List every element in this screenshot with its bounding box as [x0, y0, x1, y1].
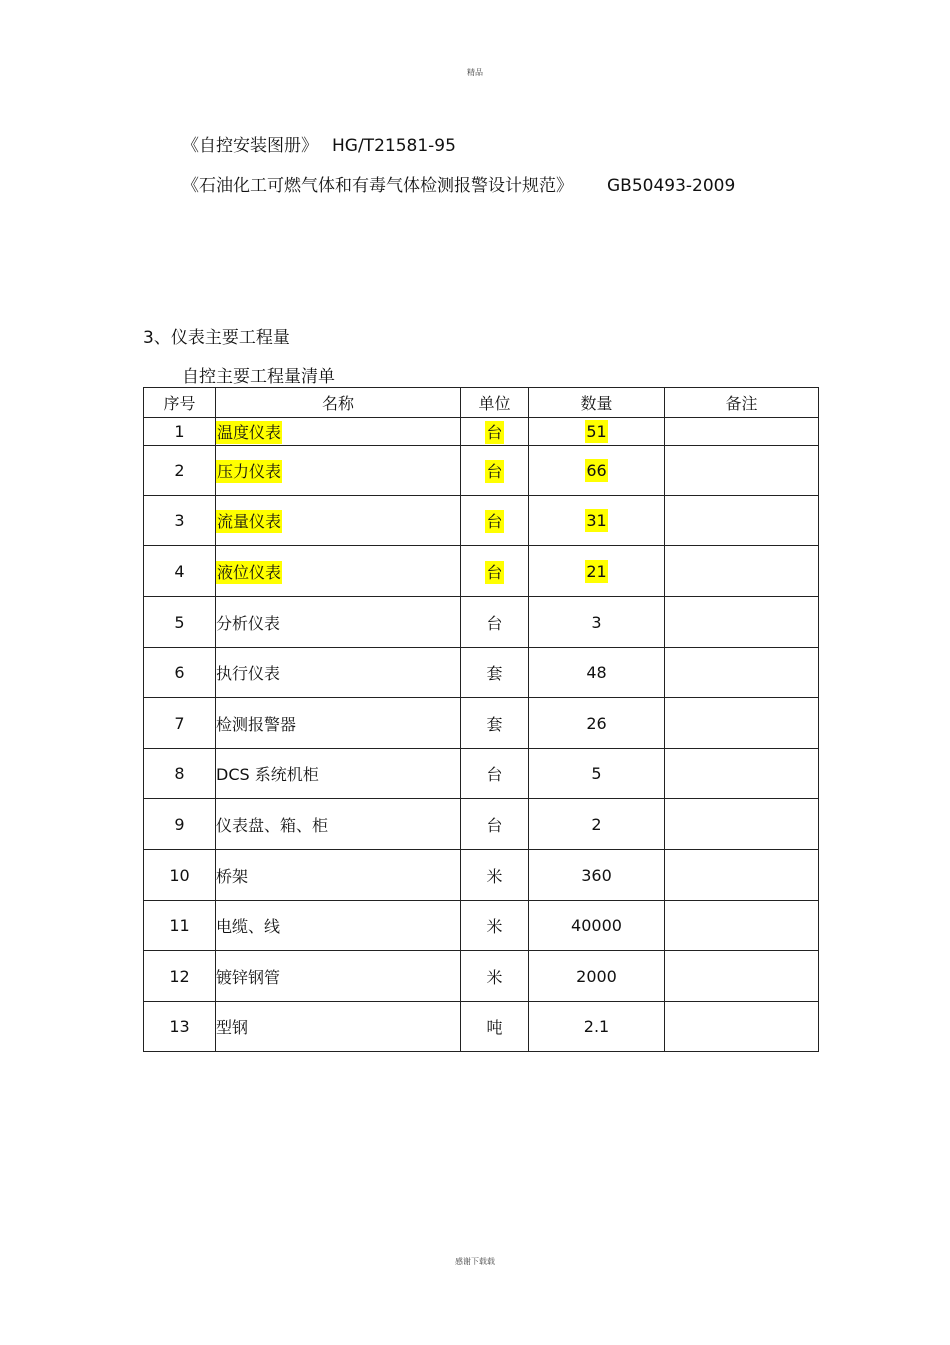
cell-unit	[461, 648, 529, 698]
cell-unit	[461, 850, 529, 901]
cell-no-text: 7	[174, 713, 185, 733]
cell-note	[665, 648, 819, 698]
header-qty: 数量	[529, 388, 665, 418]
table-caption: 自控主要工程量清单	[182, 367, 335, 387]
table-row	[144, 901, 819, 951]
cell-no-text: 8	[174, 764, 185, 783]
cell-qty	[529, 1002, 665, 1052]
cell-no	[144, 850, 216, 901]
reference-title: 《自控安装图册》	[182, 136, 318, 156]
table-row	[144, 749, 819, 799]
header-note: 备注	[665, 388, 819, 418]
cell-note	[665, 546, 819, 597]
table-row	[144, 799, 819, 850]
cell-no	[144, 418, 216, 446]
cell-name	[216, 546, 461, 597]
cell-qty	[529, 546, 665, 597]
cell-no	[144, 951, 216, 1002]
cell-note	[665, 951, 819, 1002]
reference-title: 《石油化工可燃气体和有毒气体检测报警设计规范》	[182, 176, 573, 196]
cell-qty-text: 51	[586, 422, 607, 441]
cell-unit	[461, 496, 529, 546]
cell-no	[144, 597, 216, 648]
cell-no-text: 2	[174, 461, 185, 480]
cell-no-text: 6	[174, 663, 185, 682]
cell-qty-text: 40000	[571, 916, 622, 935]
cell-name-text: 型钢	[216, 1018, 249, 1037]
cell-unit-text: 台	[486, 512, 503, 531]
cell-name	[216, 648, 461, 698]
cell-unit	[461, 749, 529, 799]
cell-no-text: 9	[174, 814, 185, 834]
table-row	[144, 951, 819, 1002]
cell-unit-text: 台	[486, 462, 503, 481]
cell-unit	[461, 418, 529, 446]
cell-name-text: 仪表盘、箱、柜	[216, 815, 329, 835]
cell-qty-text: 2.1	[583, 1017, 610, 1036]
page-header-mark: 精品	[467, 68, 483, 77]
cell-no-text: 5	[174, 612, 185, 632]
cell-name	[216, 799, 461, 850]
table-row	[144, 1002, 819, 1052]
cell-no	[144, 446, 216, 496]
table-row	[144, 850, 819, 901]
quantity-table	[143, 387, 819, 1052]
cell-name	[216, 901, 461, 951]
cell-qty-text: 2	[591, 814, 602, 834]
cell-name	[216, 1002, 461, 1052]
cell-no-text: 11	[169, 916, 190, 935]
header-name: 名称	[216, 388, 461, 418]
cell-name-text: 检测报警器	[216, 714, 297, 734]
cell-qty-text: 2000	[576, 966, 617, 986]
header-unit: 单位	[461, 388, 529, 418]
cell-no	[144, 799, 216, 850]
reference-code: GB50493-2009	[607, 176, 736, 196]
cell-unit	[461, 446, 529, 496]
cell-name-text: 压力仪表	[217, 462, 282, 481]
table-row	[144, 446, 819, 496]
cell-note	[665, 901, 819, 951]
cell-unit-text: 台	[486, 815, 503, 835]
reference-line-1	[182, 131, 456, 156]
cell-qty	[529, 418, 665, 446]
cell-no	[144, 546, 216, 597]
cell-name-text: 桥架	[216, 866, 249, 886]
cell-qty	[529, 496, 665, 546]
cell-no	[144, 698, 216, 749]
cell-qty-text: 66	[586, 461, 607, 480]
cell-qty	[529, 698, 665, 749]
cell-unit	[461, 901, 529, 951]
cell-unit-text: 台	[486, 765, 503, 784]
cell-no-text: 12	[169, 966, 190, 986]
page-footer-mark: 感谢下载载	[455, 1257, 495, 1266]
cell-qty-text: 26	[586, 713, 607, 733]
cell-no-text: 10	[169, 865, 190, 885]
cell-name-text: DCS 系统机柜	[216, 765, 319, 784]
cell-qty	[529, 799, 665, 850]
cell-unit-text: 台	[486, 562, 503, 582]
cell-name-text: 分析仪表	[216, 613, 281, 633]
cell-unit	[461, 597, 529, 648]
cell-qty-text: 31	[586, 511, 607, 530]
cell-unit-text: 台	[486, 613, 503, 633]
reference-code: HG/T21581-95	[332, 136, 456, 156]
cell-qty	[529, 648, 665, 698]
cell-qty-text: 360	[581, 865, 612, 885]
table-row	[144, 546, 819, 597]
cell-qty	[529, 850, 665, 901]
reference-line-2	[182, 171, 735, 196]
cell-qty-text: 3	[591, 612, 602, 632]
cell-qty	[529, 446, 665, 496]
cell-no	[144, 496, 216, 546]
table-body	[144, 418, 819, 1052]
cell-unit-text: 吨	[486, 1018, 503, 1037]
cell-unit	[461, 951, 529, 1002]
cell-no-text: 13	[169, 1017, 190, 1036]
cell-unit	[461, 799, 529, 850]
cell-unit-text: 套	[486, 714, 503, 734]
cell-qty-text: 48	[586, 663, 607, 682]
cell-note	[665, 446, 819, 496]
cell-note	[665, 799, 819, 850]
cell-no	[144, 648, 216, 698]
cell-name-text: 温度仪表	[217, 423, 282, 442]
cell-no-text: 4	[174, 561, 185, 581]
cell-name	[216, 597, 461, 648]
cell-note	[665, 850, 819, 901]
cell-name	[216, 698, 461, 749]
cell-note	[665, 496, 819, 546]
cell-unit-text: 套	[486, 664, 503, 683]
section-heading: 3、仪表主要工程量	[143, 328, 290, 348]
cell-name-text: 电缆、线	[216, 917, 281, 936]
cell-name	[216, 850, 461, 901]
cell-note	[665, 749, 819, 799]
cell-unit-text: 台	[486, 423, 503, 442]
cell-no-text: 3	[174, 511, 185, 530]
table-row	[144, 597, 819, 648]
cell-name-text: 执行仪表	[216, 664, 281, 683]
table-header-row	[144, 388, 819, 418]
table-row	[144, 698, 819, 749]
cell-unit-text: 米	[486, 967, 503, 987]
cell-no	[144, 901, 216, 951]
table-row	[144, 648, 819, 698]
cell-unit-text: 米	[486, 917, 503, 936]
cell-note	[665, 597, 819, 648]
cell-name	[216, 951, 461, 1002]
cell-unit	[461, 698, 529, 749]
cell-no	[144, 749, 216, 799]
cell-unit-text: 米	[486, 866, 503, 886]
cell-note	[665, 418, 819, 446]
cell-no-text: 1	[174, 422, 185, 441]
cell-unit	[461, 546, 529, 597]
cell-name	[216, 496, 461, 546]
table-row	[144, 418, 819, 446]
cell-qty-text: 5	[591, 764, 602, 783]
cell-name	[216, 418, 461, 446]
cell-qty	[529, 749, 665, 799]
cell-no	[144, 1002, 216, 1052]
cell-qty	[529, 901, 665, 951]
cell-note	[665, 698, 819, 749]
cell-name-text: 液位仪表	[217, 562, 282, 582]
table-row	[144, 496, 819, 546]
cell-name	[216, 446, 461, 496]
cell-unit	[461, 1002, 529, 1052]
cell-note	[665, 1002, 819, 1052]
cell-qty-text: 21	[586, 561, 607, 581]
cell-qty	[529, 951, 665, 1002]
cell-name-text: 流量仪表	[217, 512, 282, 531]
cell-name	[216, 749, 461, 799]
cell-name-text: 镀锌钢管	[216, 967, 281, 987]
cell-qty	[529, 597, 665, 648]
header-no: 序号	[144, 388, 216, 418]
